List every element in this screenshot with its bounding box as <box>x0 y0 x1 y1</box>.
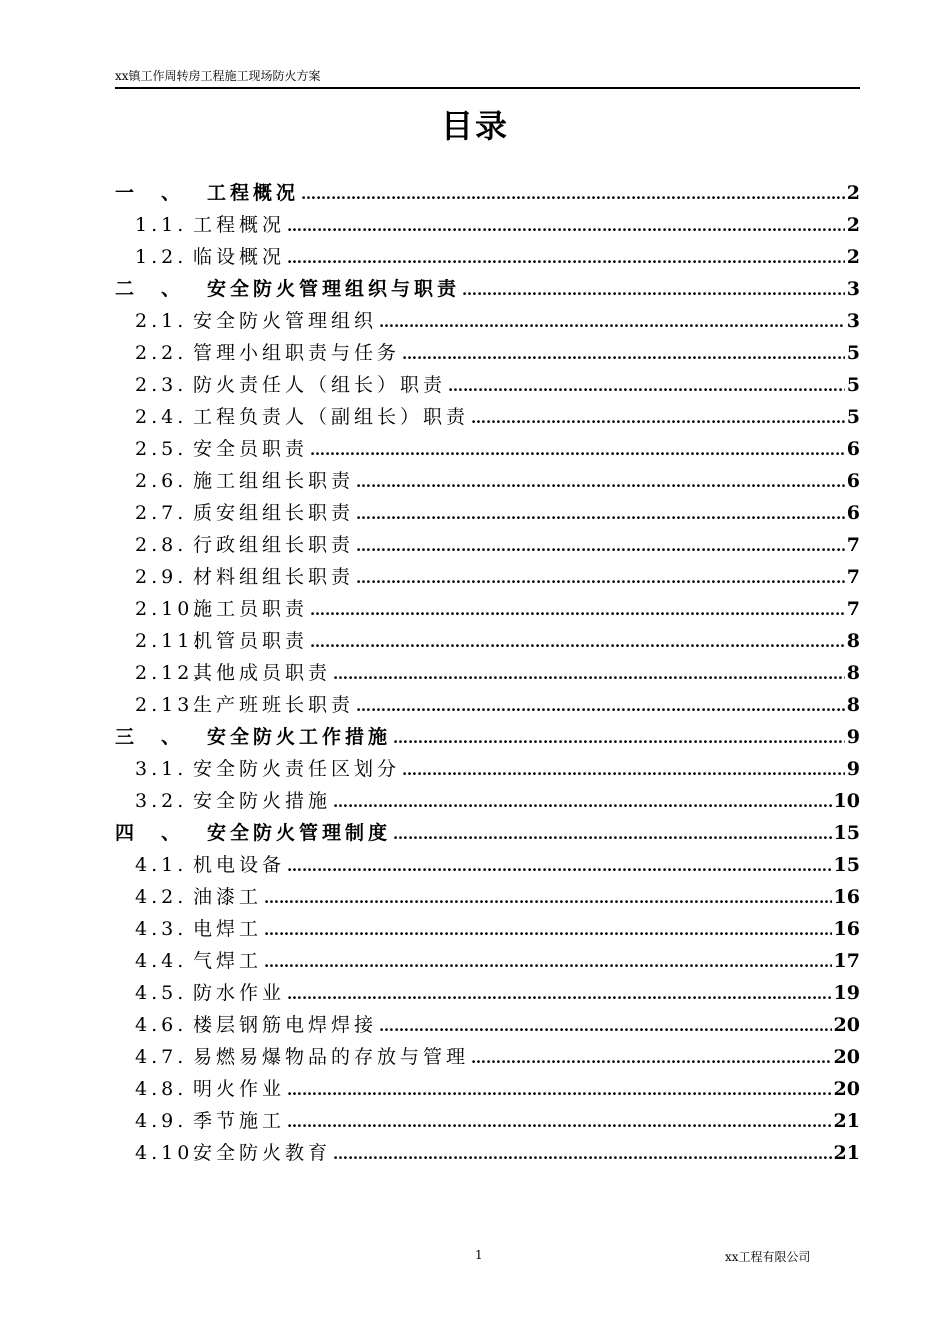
toc-dot-leader <box>287 850 832 881</box>
page-header <box>115 68 860 89</box>
toc-dot-leader <box>287 210 845 241</box>
toc-entry-title: 安全防火责任区划分 <box>193 758 401 780</box>
toc-entry[interactable] <box>115 529 860 561</box>
toc-dot-leader <box>264 946 832 977</box>
toc-entry[interactable] <box>115 913 860 945</box>
toc-entry[interactable] <box>115 1105 860 1137</box>
toc-entry-number: 4.5. <box>135 982 188 1004</box>
toc-entry-number: 2.6. <box>135 470 188 492</box>
toc-entry-title: 安全防火管理组织 <box>193 310 378 332</box>
toc-dot-leader <box>310 626 845 657</box>
toc-entry-page: 5 <box>846 406 860 428</box>
toc-entry-page: 9 <box>846 758 860 780</box>
toc-entry[interactable] <box>115 945 860 977</box>
toc-entry-title: 材料组组长职责 <box>193 566 355 588</box>
toc-entry-page: 15 <box>833 854 860 876</box>
toc-entry-page: 16 <box>833 886 860 908</box>
toc-entry-title: 安全防火管理组织与职责 <box>207 278 461 300</box>
toc-dot-leader <box>333 658 845 689</box>
toc-entry[interactable] <box>115 849 860 881</box>
toc-dot-leader <box>356 562 845 593</box>
toc-entry[interactable] <box>115 1073 860 1105</box>
toc-entry-title: 管理小组职责与任务 <box>193 342 401 364</box>
toc-entry-number: 2.2. <box>135 342 188 364</box>
toc-dot-leader <box>471 1042 832 1073</box>
toc-entry-page: 8 <box>846 662 860 684</box>
toc-entry-number: 2.7. <box>135 502 188 524</box>
header-text: xx镇工作周转房工程施工现场防火方案 <box>115 69 321 83</box>
toc-entry[interactable] <box>115 177 860 209</box>
toc-entry-number: 4.3. <box>135 918 188 940</box>
toc-dot-leader <box>356 530 845 561</box>
toc-dot-leader <box>287 242 845 273</box>
toc-dot-leader <box>333 1138 832 1169</box>
toc-entry-page: 2 <box>846 182 860 204</box>
toc-dot-leader <box>393 818 832 849</box>
toc-entry-number: 3.2. <box>135 790 188 812</box>
toc-entry-title: 临设概况 <box>193 246 286 268</box>
toc-entry-page: 5 <box>846 374 860 396</box>
toc-entry-number: 2.12. <box>135 662 204 684</box>
toc-entry-page: 20 <box>833 1046 860 1068</box>
toc-entry[interactable] <box>115 625 860 657</box>
toc-entry[interactable] <box>115 305 860 337</box>
toc-entry-number: 2.1. <box>135 310 188 332</box>
toc-entry-page: 21 <box>833 1110 860 1132</box>
toc-entry-title: 防火责任人（组长）职责 <box>193 374 447 396</box>
toc-entry-page: 20 <box>833 1014 860 1036</box>
toc-entry-title: 施工员职责 <box>193 598 309 620</box>
toc-entry-number: 4.1. <box>135 854 188 876</box>
toc-entry[interactable] <box>115 369 860 401</box>
toc-entry-page: 8 <box>846 630 860 652</box>
toc-entry-number: 4.4. <box>135 950 188 972</box>
toc-entry[interactable] <box>115 1041 860 1073</box>
toc-dot-leader <box>462 274 845 305</box>
toc-entry[interactable] <box>115 785 860 817</box>
toc-entry-number: 2.10. <box>135 598 204 620</box>
toc-entry-number: 2.13. <box>135 694 204 716</box>
toc-entry-title: 油漆工 <box>193 886 263 908</box>
toc-entry-number: 4.6. <box>135 1014 188 1036</box>
toc-entry-page: 2 <box>846 214 860 236</box>
toc-entry-page: 8 <box>846 694 860 716</box>
toc-entry-number: 4.10. <box>135 1142 204 1164</box>
toc-entry-page: 5 <box>846 342 860 364</box>
toc-entry-number: 2.3. <box>135 374 188 396</box>
toc-entry[interactable] <box>115 433 860 465</box>
toc-entry-number: 二 、 <box>115 278 185 300</box>
toc-entry-title: 生产班班长职责 <box>193 694 355 716</box>
toc-entry-number: 1.1. <box>135 214 188 236</box>
toc-entry-page: 20 <box>833 1078 860 1100</box>
toc-entry-title: 机管员职责 <box>193 630 309 652</box>
toc-entry[interactable] <box>115 209 860 241</box>
toc-dot-leader <box>310 434 845 465</box>
toc-entry-page: 3 <box>846 310 860 332</box>
toc-entry-title: 季节施工 <box>193 1110 286 1132</box>
toc-dot-leader <box>356 466 845 497</box>
toc-entry-title: 明火作业 <box>193 1078 286 1100</box>
toc-entry-title: 安全员职责 <box>193 438 309 460</box>
toc-entry-title: 防水作业 <box>193 982 286 1004</box>
toc-entry-title: 易燃易爆物品的存放与管理 <box>193 1046 470 1068</box>
toc-dot-leader <box>264 882 832 913</box>
toc-entry-number: 三 、 <box>115 726 185 748</box>
toc-entry-title: 气焊工 <box>193 950 263 972</box>
toc-entry[interactable] <box>115 689 860 721</box>
toc-entry-title: 施工组组长职责 <box>193 470 355 492</box>
toc-dot-leader <box>356 498 845 529</box>
toc-entry[interactable] <box>115 273 860 305</box>
toc-entry[interactable] <box>115 817 860 849</box>
toc-dot-leader <box>356 690 845 721</box>
toc-entry-page: 2 <box>846 246 860 268</box>
toc-dot-leader <box>264 914 832 945</box>
toc-entry-number: 一 、 <box>115 182 185 204</box>
footer-company: xx工程有限公司 <box>725 1250 811 1264</box>
toc-entry-title: 工程负责人（副组长）职责 <box>193 406 470 428</box>
toc-entry-page: 6 <box>846 470 860 492</box>
toc-entry-number: 4.7. <box>135 1046 188 1068</box>
toc-entry[interactable] <box>115 977 860 1009</box>
toc-entry[interactable] <box>115 1137 860 1169</box>
toc-entry[interactable] <box>115 465 860 497</box>
toc-dot-leader <box>310 594 845 625</box>
toc-entry-number: 4.9. <box>135 1110 188 1132</box>
toc-entry-number: 四 、 <box>115 822 185 844</box>
toc-entry-number: 1.2. <box>135 246 188 268</box>
toc-dot-leader <box>379 306 845 337</box>
toc-entry-number: 4.2. <box>135 886 188 908</box>
toc-entry-title: 安全防火教育 <box>193 1142 332 1164</box>
toc-dot-leader <box>471 402 845 433</box>
toc-entry[interactable] <box>115 401 860 433</box>
toc-entry-number: 2.9. <box>135 566 188 588</box>
toc-dot-leader <box>448 370 845 401</box>
toc-entry[interactable] <box>115 1009 860 1041</box>
toc-entry-page: 6 <box>846 502 860 524</box>
toc-entry-page: 6 <box>846 438 860 460</box>
toc-entry[interactable] <box>115 561 860 593</box>
toc-dot-leader <box>287 978 832 1009</box>
toc-entry[interactable] <box>115 497 860 529</box>
toc-entry-title: 机电设备 <box>193 854 286 876</box>
toc-entry-title: 工程概况 <box>193 214 286 236</box>
toc-entry[interactable] <box>115 241 860 273</box>
toc-entry[interactable] <box>115 753 860 785</box>
toc-entry[interactable] <box>115 881 860 913</box>
toc-entry-page: 7 <box>846 566 860 588</box>
toc-entry[interactable] <box>115 593 860 625</box>
toc-entry-title: 楼层钢筋电焊焊接 <box>193 1014 378 1036</box>
toc-entry-page: 19 <box>833 982 860 1004</box>
toc-entry-title: 质安组组长职责 <box>193 502 355 524</box>
toc-entry-title: 安全防火工作措施 <box>207 726 392 748</box>
toc-dot-leader <box>393 722 845 753</box>
toc-entry-page: 21 <box>833 1142 860 1164</box>
toc-dot-leader <box>402 338 845 369</box>
toc-entry-page: 7 <box>846 534 860 556</box>
toc-entry-page: 10 <box>833 790 860 812</box>
toc-entry-page: 17 <box>833 950 860 972</box>
toc-entry-number: 2.4. <box>135 406 188 428</box>
toc-dot-leader <box>287 1106 832 1137</box>
toc-entry[interactable] <box>115 721 860 753</box>
toc-entry-title: 行政组组长职责 <box>193 534 355 556</box>
toc-entry-page: 15 <box>833 822 860 844</box>
page-title: 目录 <box>440 107 509 145</box>
toc-entry-number: 3.1. <box>135 758 188 780</box>
toc-entry-number: 2.8. <box>135 534 188 556</box>
toc-entry-page: 16 <box>833 918 860 940</box>
toc-entry-title: 安全防火管理制度 <box>207 822 392 844</box>
table-of-contents <box>115 177 860 1169</box>
toc-entry[interactable] <box>115 337 860 369</box>
toc-entry[interactable] <box>115 657 860 689</box>
toc-dot-leader <box>379 1010 832 1041</box>
toc-entry-number: 2.11. <box>135 630 204 652</box>
toc-entry-number: 2.5. <box>135 438 188 460</box>
toc-entry-title: 电焊工 <box>193 918 263 940</box>
toc-entry-title: 工程概况 <box>207 182 300 204</box>
toc-entry-page: 3 <box>846 278 860 300</box>
toc-entry-page: 9 <box>846 726 860 748</box>
footer-page-number: 1 <box>475 1248 483 1262</box>
toc-entry-page: 7 <box>846 598 860 620</box>
toc-entry-title: 其他成员职责 <box>193 662 332 684</box>
toc-dot-leader <box>287 1074 832 1105</box>
toc-dot-leader <box>301 178 845 209</box>
toc-dot-leader <box>402 754 845 785</box>
toc-dot-leader <box>333 786 832 817</box>
toc-entry-title: 安全防火措施 <box>193 790 332 812</box>
toc-entry-number: 4.8. <box>135 1078 188 1100</box>
